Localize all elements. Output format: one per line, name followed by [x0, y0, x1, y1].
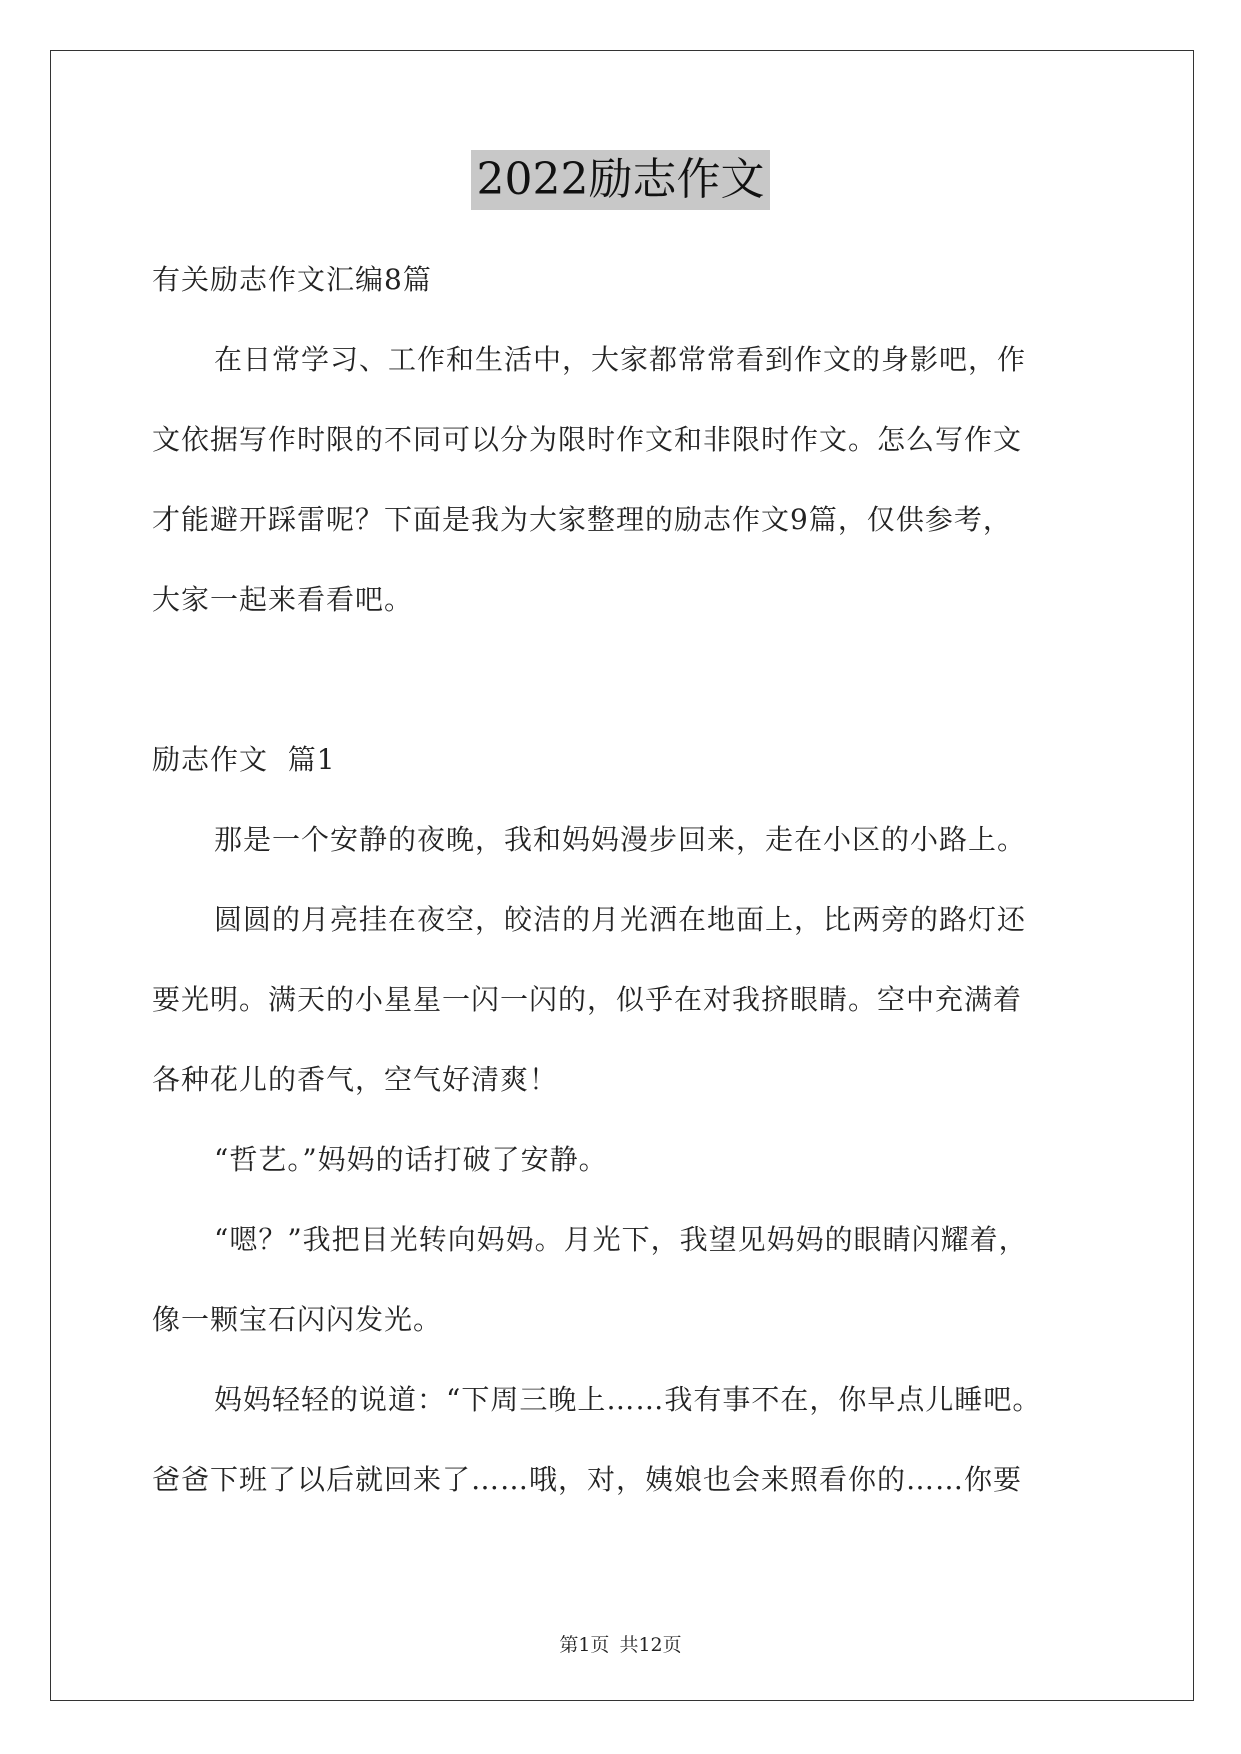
body-line: 像一颗宝石闪闪发光。: [152, 1303, 443, 1336]
intro-line: 大家一起来看看吧。: [152, 583, 414, 616]
page-footer: [0, 1630, 1241, 1657]
body-line: “嗯？”我把目光转向妈妈。月光下，我望见妈妈的眼睛闪耀着，: [214, 1223, 1028, 1256]
intro-line: 在日常学习、工作和生活中，大家都常常看到作文的身影吧，作: [214, 343, 1027, 376]
body-line: 那是一个安静的夜晚，我和妈妈漫步回来，走在小区的小路上。: [214, 823, 1027, 856]
body-line: 各种花儿的香气，空气好清爽！: [152, 1063, 559, 1096]
body-line: 妈妈轻轻的说道：“下周三晚上……我有事不在，你早点儿睡吧。: [214, 1383, 1042, 1416]
intro-line: 才能避开踩雷呢？下面是我为大家整理的励志作文9篇，仅供参考，: [152, 503, 1012, 536]
body-line: 圆圆的月亮挂在夜空，皎洁的月光洒在地面上，比两旁的路灯还: [214, 903, 1027, 936]
total-pages: 共12页: [619, 1634, 682, 1656]
body-line: “哲艺。”妈妈的话打破了安静。: [214, 1143, 608, 1176]
body-line: 爸爸下班了以后就回来了……哦，对，姨娘也会来照看你的……你要: [152, 1463, 1023, 1496]
body-line: 要光明。满天的小星星一闪一闪的，似乎在对我挤眼睛。空中充满着: [152, 983, 1023, 1016]
document-title: [0, 150, 1241, 210]
document-title-text: 2022励志作文: [471, 150, 771, 210]
document-subtitle: 有关励志作文汇编8篇: [152, 263, 432, 296]
document-body: [152, 240, 1096, 1520]
intro-line: 文依据写作时限的不同可以分为限时作文和非限时作文。怎么写作文: [152, 423, 1023, 456]
section-heading: 励志作文 篇1: [152, 743, 336, 776]
page-number: 第1页: [559, 1634, 610, 1656]
